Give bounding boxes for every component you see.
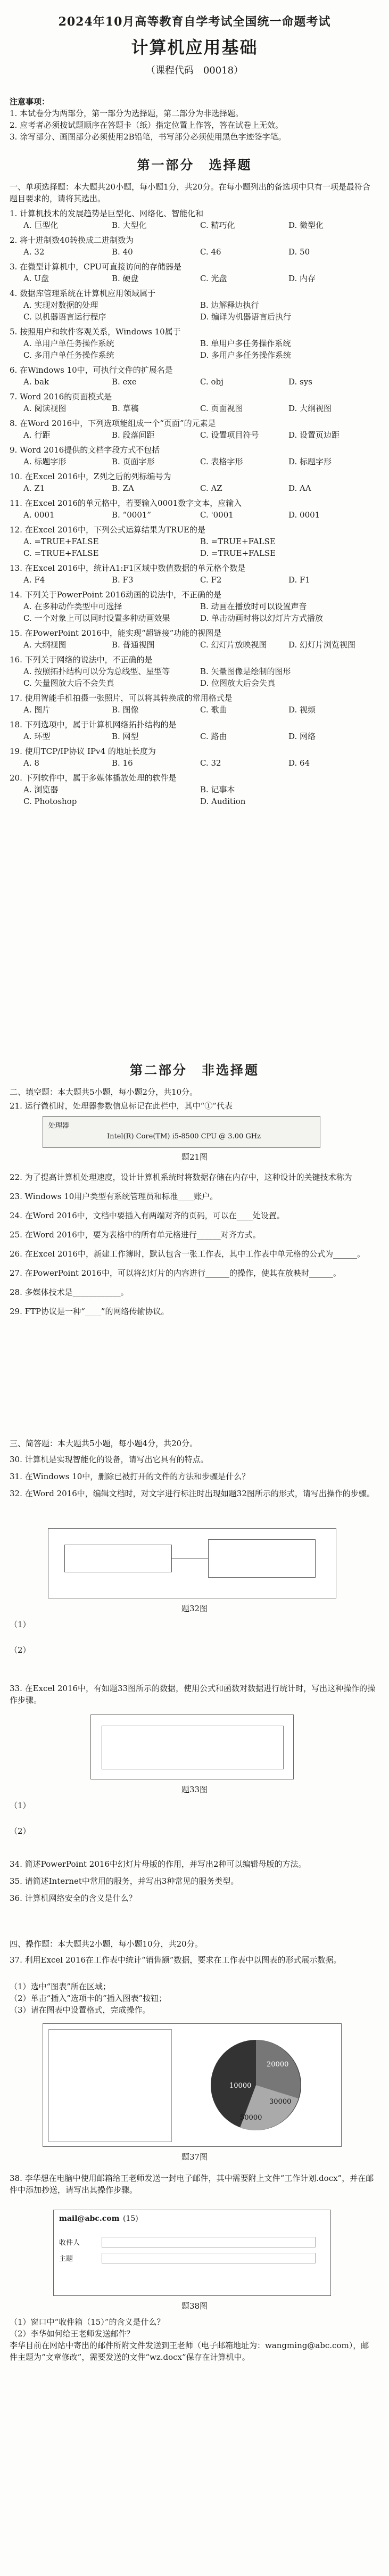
option: A. F4 <box>23 575 45 585</box>
question-item <box>10 772 377 807</box>
option: B. 单用户多任务操作系统 <box>200 339 291 348</box>
option: B. 草稿 <box>112 404 139 413</box>
q38-sub: 李华目前在网站中寄出的邮件所附文件发送到王老师（电子邮箱地址为：wangming@abc.com），邮件主题为“文章修改”，需要发送的文件“wz.docx”保存在计算机中。 <box>10 2341 369 2362</box>
q38-tail <box>10 2316 377 2363</box>
fill-q: 26. 在Excel 2016中，新建工作簿时，默认包含一张工作表，其中工作表中单元格的公式为______。 <box>10 1249 366 1259</box>
part1-title: 第一部分 选择题 <box>137 157 252 173</box>
option: D. 标题字形 <box>288 457 332 466</box>
question-item <box>10 288 377 323</box>
option: A. 图片 <box>23 705 51 715</box>
option: A. 巨型化 <box>23 220 59 230</box>
fill-q: 23. Windows 10用户类型有系统管理员和标准____账户。 <box>10 1192 218 1201</box>
option: A. 标题字形 <box>23 457 67 466</box>
option: C. 光盘 <box>200 274 227 283</box>
option: A. =TRUE+FALSE <box>23 537 99 546</box>
course-code: （课程代码 00018） <box>145 65 244 76</box>
question-list <box>10 208 377 810</box>
option: C. F2 <box>200 575 222 585</box>
question-stem: 9. Word 2016提供的文档字段方式不包括 <box>10 445 160 455</box>
option: A. 环型 <box>23 732 51 741</box>
option-row <box>10 509 377 521</box>
q33-stem: 33. 在Excel 2016中，有如题33图所示的数据，使用公式和函数对数据进行统计时，写出这种操作的操作步骤。 <box>10 1684 376 1705</box>
question-stem: 13. 在Excel 2016中，统计A1:F1区域中数值数据的单元格个数是 <box>10 563 246 573</box>
option: A. 大纲视图 <box>23 640 67 650</box>
option: B. 16 <box>112 758 133 768</box>
option-row <box>10 574 377 586</box>
question-stem: 4. 数据库管理系统在计算机应用领域属于 <box>10 289 156 298</box>
option: C. Photoshop <box>23 797 77 806</box>
subject-label: 主题 <box>59 2255 73 2263</box>
option: D. 编译为机器语言后执行 <box>200 312 292 322</box>
option: C. 精巧化 <box>200 220 235 230</box>
question-stem: 18. 下列选项中，属于计算机网络拓扑结构的是 <box>10 720 177 729</box>
subject-input[interactable] <box>102 2253 316 2263</box>
fill-q: 25. 在Word 2016中，要为表格中的所有单元格进行______对齐方式。 <box>10 1230 261 1240</box>
q38-sub: （2）李华如何给王老师发送邮件？ <box>10 2329 135 2339</box>
option: C. 页面视图 <box>200 404 243 413</box>
part2-title: 第二部分 非选择题 <box>130 1062 259 1078</box>
question-stem: 7. Word 2016的页面模式是 <box>10 392 112 401</box>
option: C. 路由 <box>200 732 227 741</box>
op-intro: 四、操作题：本大题共2小题，每小题10分，共20分。 <box>10 1939 203 1949</box>
option: A. 行距 <box>23 430 51 440</box>
pie-label: 50000 <box>240 2114 262 2122</box>
question-item <box>10 234 377 258</box>
option: B. 记事本 <box>200 785 235 794</box>
fill-q: 27. 在PowerPoint 2016中，可以将幻灯片的内容进行______的操作，使其在放映时______。 <box>10 1268 341 1278</box>
question-item <box>10 364 377 388</box>
q37-steps <box>10 1981 377 2016</box>
option: B. 段落间距 <box>112 430 155 440</box>
q33-grid <box>102 1726 284 1769</box>
option: A. Z1 <box>23 483 45 493</box>
option: D. 64 <box>288 758 310 768</box>
question-stem: 14. 下列关于PowerPoint 2016动画的说法中，不正确的是 <box>10 590 221 600</box>
option: A. 32 <box>23 247 45 257</box>
q32-figure <box>48 1528 336 1598</box>
option: A. 8 <box>23 758 39 768</box>
option: A. U盘 <box>23 274 49 283</box>
option: D. 内存 <box>288 274 316 283</box>
option: C. 多用户单任务操作系统 <box>23 350 114 360</box>
option: D. 幻灯片浏览视图 <box>288 640 356 650</box>
exam-title: 2024年10月高等教育自学考试全国统一命题考试 <box>58 15 331 29</box>
question-item <box>10 719 377 742</box>
question-stem: 12. 在Excel 2016中，下列公式运算结果为TRUE的是 <box>10 525 205 535</box>
fig37-caption: 题37图 <box>181 2152 208 2162</box>
question-stem: 10. 在Excel 2016中，Z列之后的列标编号为 <box>10 472 171 481</box>
option-row <box>10 784 377 807</box>
q21-value: Intel(R) Core(TM) i5-8500 CPU @ 3.00 GHz <box>107 1133 261 1141</box>
short-q: 31. 在Windows 10中，删除已被打开的文件的方法和步骤是什么？ <box>10 1472 250 1481</box>
option: C. '0001 <box>200 510 234 520</box>
q33-answers <box>10 1800 377 1837</box>
q21-label: 处理器 <box>48 1122 70 1130</box>
option: A. 实现对数据的处理 <box>23 300 98 310</box>
notes-block <box>10 96 377 143</box>
to-input[interactable] <box>102 2237 316 2247</box>
option: D. Audition <box>200 797 246 806</box>
note-item: 3. 涂写部分、画图部分必须使用2B铅笔，书写部分必须使用黑色字迹签字笔。 <box>10 132 286 142</box>
option: D. AA <box>288 483 311 493</box>
step: （3）请在图表中设置格式，完成操作。 <box>10 2005 151 2015</box>
option: D. 网络 <box>288 732 316 741</box>
option: A. bak <box>23 377 49 387</box>
option-row <box>10 273 377 284</box>
option: B. F3 <box>112 575 134 585</box>
short-q: 34. 简述PowerPoint 2016中幻灯片母版的作用，并写出2种可以编辑母版的方法。 <box>10 1859 307 1869</box>
email-address: mail@abc.com <box>59 2214 120 2223</box>
more-questions <box>10 1858 377 1909</box>
pie-label: 10000 <box>229 2082 252 2090</box>
option: B. 页面字形 <box>112 457 155 466</box>
option-row <box>10 666 377 689</box>
option: C. 设置项目符号 <box>200 430 259 440</box>
q37-sheet <box>48 2029 172 2142</box>
question-item <box>10 444 377 467</box>
option: B. ZA <box>112 483 134 493</box>
option: C. AZ <box>200 483 222 493</box>
q32-box <box>208 1539 316 1578</box>
question-item <box>10 391 377 414</box>
q38-figure <box>53 2210 331 2296</box>
step: （2）单击“插入”选项卡的“插入图表”按钮； <box>10 1993 167 2003</box>
q37-pie-chart <box>176 2029 336 2141</box>
option-row <box>10 731 377 742</box>
answer-line: （1） <box>10 1801 31 1810</box>
option-row <box>10 639 377 651</box>
option: B. 边解释边执行 <box>200 300 259 310</box>
pie-label: 20000 <box>267 2061 289 2069</box>
option: B. 网型 <box>112 732 139 741</box>
option: D. sys <box>288 377 312 387</box>
question-item <box>10 589 377 624</box>
option: B. 矢量图像是绘制的图形 <box>200 667 291 676</box>
subject-title: 计算机应用基础 <box>131 37 258 58</box>
note-item: 2. 应考者必须按试题顺序在答题卡（纸）指定位置上作答，答在试卷上无效。 <box>10 120 284 130</box>
option: A. 阅读视图 <box>23 404 67 413</box>
option: D. 多用户多任务操作系统 <box>200 350 292 360</box>
question-stem: 11. 在Excel 2016的单元格中，若要输入0001数字文本，应输入 <box>10 498 242 508</box>
answer-line: （2） <box>10 1826 31 1836</box>
option: D. 0001 <box>288 510 320 520</box>
option: C. 32 <box>200 758 221 768</box>
question-item <box>10 261 377 284</box>
option-row <box>10 219 377 231</box>
option: C. 表格字形 <box>200 457 243 466</box>
q33-figure <box>90 1714 294 1779</box>
fill-intro: 二、填空题：本大题共5小题，每小题2分，共10分。 <box>10 1087 198 1097</box>
question-item <box>10 471 377 494</box>
part1-intro: 一、单项选择题：本大题共20小题，每小题1分，共20分。在每小题列出的备选项中只有一项是最符合题目要求的，请将其选出。 <box>10 182 370 203</box>
q21-stem: 21. 运行微机时，处理器参数信息标记在此栏中，其中“①”代表 <box>10 1101 233 1111</box>
option: C. 一个对象上可以同时设置多种动画效果 <box>23 613 170 623</box>
question-stem: 8. 在Word 2016中，下列选项能组成一个“页面”的元素是 <box>10 419 216 428</box>
option: D. F1 <box>288 575 310 585</box>
option-row <box>10 757 377 769</box>
option-row <box>10 338 377 361</box>
option: B. 40 <box>112 247 133 257</box>
option: D. 50 <box>288 247 310 257</box>
option: C. 幻灯片放映视图 <box>200 640 267 650</box>
question-item <box>10 654 377 689</box>
q38-stem: 38. 李华想在电脑中使用邮箱给王老师发送一封电子邮件，其中需要附上文件“工作计划.docx”，并在邮件中添加抄送，请写出其操作步骤。 <box>10 2173 374 2195</box>
q37-figure <box>43 2023 342 2147</box>
question-item <box>10 627 377 651</box>
option: B. 大型化 <box>112 220 147 230</box>
fig38-caption: 题38图 <box>181 2301 208 2311</box>
short-q: 36. 计算机网络安全的含义是什么？ <box>10 1893 137 1903</box>
option: C. 歌曲 <box>200 705 227 715</box>
option-row <box>10 601 377 624</box>
fill-questions <box>10 1171 377 1325</box>
option: D. 单击动画时将以幻灯片方式播放 <box>200 613 324 623</box>
answer-line: （2） <box>10 1645 31 1655</box>
option-row <box>10 429 377 441</box>
option-row <box>10 456 377 467</box>
question-item <box>10 562 377 586</box>
option: C. =TRUE+FALSE <box>23 548 99 558</box>
option: D. =TRUE+FALSE <box>200 548 276 558</box>
short-q: 35. 请简述Internet中常用的服务，并写出3种常见的服务类型。 <box>10 1876 239 1886</box>
option: C. 46 <box>200 247 221 257</box>
option-row <box>10 482 377 494</box>
question-stem: 2. 将十进制数40转换成二进制数为 <box>10 235 134 245</box>
to-label: 收件人 <box>59 2239 80 2247</box>
fig21-caption: 题21图 <box>181 1152 208 1162</box>
option: C. obj <box>200 377 224 387</box>
question-item <box>10 524 377 559</box>
question-stem: 1. 计算机技术的发展趋势是巨型化、网络化、智能化和 <box>10 209 204 218</box>
option: A. 浏览器 <box>23 785 59 794</box>
option: A. 按照拓扑结构可以分为总线型、星型等 <box>23 667 170 676</box>
option: B. 硬盘 <box>112 274 139 283</box>
inbox-count: (15) <box>123 2214 138 2223</box>
option: D. 位图放大后会失真 <box>200 678 276 688</box>
option: D. 设置页边距 <box>288 430 340 440</box>
fill-q: 29. FTP协议是一种“____”的网络传输协议。 <box>10 1307 169 1316</box>
q38-sub: （1）窗口中“收件箱（15）”的含义是什么？ <box>10 2317 165 2327</box>
option: D. 视频 <box>288 705 316 715</box>
question-item <box>10 208 377 231</box>
option: B. =TRUE+FALSE <box>200 537 276 546</box>
option: B. 图像 <box>112 705 139 715</box>
answer-line: （1） <box>10 1620 31 1629</box>
option: A. 在多种动作类型中可选择 <box>23 602 122 611</box>
question-stem: 6. 在Windows 10中，可执行文件的扩展名是 <box>10 365 173 375</box>
option: A. 0001 <box>23 510 55 520</box>
question-stem: 17. 使用智能手机拍摄一张照片，可以将其转换成的常用格式是 <box>10 693 233 703</box>
option-row <box>10 246 377 258</box>
short-q: 32. 在Word 2016中，编辑文档时，对文字进行标注时出现如题32图所示的形式，请写出操作的步骤。 <box>10 1489 375 1498</box>
question-item <box>10 326 377 361</box>
question-item <box>10 745 377 769</box>
option: B. “0001” <box>112 510 152 520</box>
option: C. 以机器语言运行程序 <box>23 312 106 322</box>
question-stem: 16. 下列关于网络的说法中，不正确的是 <box>10 655 153 664</box>
option: B. 动画在播放时可以设置声音 <box>200 602 307 611</box>
question-item <box>10 417 377 441</box>
option: B. exe <box>112 377 137 387</box>
question-item <box>10 692 377 716</box>
option: B. 普通视图 <box>112 640 155 650</box>
short-intro: 三、简答题：本大题共5小题，每小题4分，共20分。 <box>10 1439 198 1448</box>
q37-stem: 37. 利用Excel 2016在工作表中统计“销售额”数据，要求在工作表中以图表的形式展示数据。 <box>10 1955 342 1965</box>
question-stem: 20. 下列软件中，属于多媒体播放处理的软件是 <box>10 773 177 783</box>
option: D. 微型化 <box>288 220 324 230</box>
question-stem: 19. 使用TCP/IP协议 IPv4 的地址长度为 <box>10 746 156 756</box>
q32-answers <box>10 1619 377 1656</box>
question-stem: 5. 按照用户和软件客观关系，Windows 10属于 <box>10 327 181 337</box>
notes-title: 注意事项： <box>10 97 50 106</box>
question-item <box>10 497 377 521</box>
pie-label: 30000 <box>269 2098 292 2106</box>
option-row <box>10 704 377 716</box>
fig33-caption: 题33图 <box>181 1785 208 1794</box>
question-stem: 3. 在微型计算机中，CPU可直接访问的存储器是 <box>10 262 182 272</box>
fig32-caption: 题32图 <box>181 1604 208 1613</box>
q32-box <box>64 1545 172 1572</box>
option: C. 矢量图放大后不会失真 <box>23 678 114 688</box>
fill-q: 24. 在Word 2016中，文档中要插入有两端对齐的页码，可以在____处设置。 <box>10 1211 285 1220</box>
fill-q: 22. 为了提高计算机处理速度，设计计算机系统时将数据存储在内存中，这种设计的关键技术称为 <box>10 1172 352 1182</box>
q21-figure <box>43 1116 320 1148</box>
step: （1）选中“图表”所在区域； <box>10 1982 111 1991</box>
question-stem: 15. 在PowerPoint 2016中，能实现“超链接”功能的视图是 <box>10 628 222 638</box>
short-q: 30. 计算机是实现智能化的设备，请写出它具有的特点。 <box>10 1455 209 1464</box>
fill-q: 28. 多媒体技术是____________。 <box>10 1287 129 1297</box>
option-row <box>10 403 377 414</box>
option: A. 单用户单任务操作系统 <box>23 339 114 348</box>
option-row <box>10 536 377 559</box>
option-row <box>10 376 377 388</box>
note-item: 1. 本试卷分为两部分，第一部分为选择题，第二部分为非选择题。 <box>10 109 244 118</box>
option: D. 大纲视图 <box>288 404 332 413</box>
option-row <box>10 299 377 323</box>
short-questions <box>10 1454 377 1505</box>
